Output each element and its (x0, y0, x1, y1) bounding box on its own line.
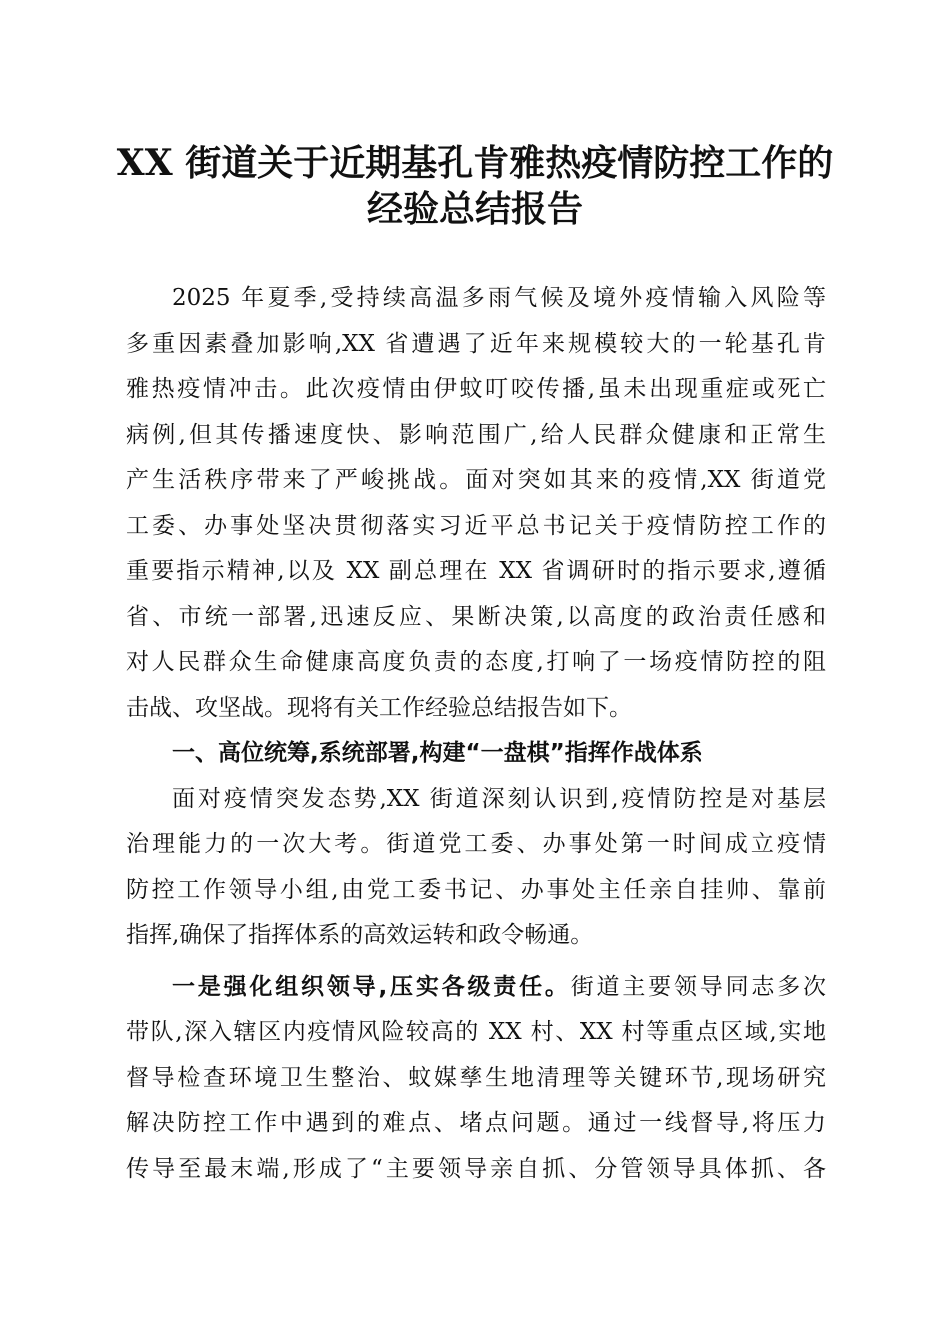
paragraph-line: 击战、攻坚战。现将有关工作经验总结报告如下。 (126, 694, 632, 721)
point-1-paragraph (126, 965, 826, 1193)
paragraph-line: 2025 年夏季,受持续高温多雨气候及境外疫情输入风险等 (172, 285, 826, 311)
paragraph-line: 解决防控工作中遇到的难点、堵点问题。通过一线督导,将压力 (126, 1110, 826, 1136)
intro-paragraph (126, 276, 826, 731)
point-1-lead: 一是强化组织领导,压实各级责任。 (172, 973, 571, 1000)
paragraph-line: 对人民群众生命健康高度负责的态度,打响了一场疫情防控的阻 (126, 649, 826, 675)
paragraph-line: 督导检查环境卫生整治、蚊媒孳生地清理等关键环节,现场研究 (126, 1064, 826, 1091)
paragraph-line: 面对疫情突发态势,XX 街道深刻认识到,疫情防控是对基层 (172, 785, 826, 812)
paragraph-line: 产生活秩序带来了严峻挑战。面对突如其来的疫情,XX 街道党 (126, 467, 826, 493)
paragraph-line: 病例,但其传播速度快、影响范围广,给人民群众健康和正常生 (126, 421, 826, 448)
paragraph-line: 治理能力的一次大考。街道党工委、办事处第一时间成立疫情 (126, 831, 826, 857)
paragraph-line: 工委、办事处坚决贯彻落实习近平总书记关于疫情防控工作的 (126, 512, 826, 539)
paragraph-line: 多重因素叠加影响,XX 省遭遇了近年来规模较大的一轮基孔肯 (126, 330, 826, 357)
point-1-first-line-rest: 街道主要领导同志多次 (570, 973, 826, 1000)
paragraph-line: 带队,深入辖区内疫情风险较高的 XX 村、XX 村等重点区域,实地 (126, 1019, 826, 1045)
section-1-paragraph (126, 777, 826, 959)
paragraph-line: 雅热疫情冲击。此次疫情由伊蚊叮咬传播,虽未出现重症或死亡 (126, 376, 826, 402)
document-title-line-1: XX 街道关于近期基孔肯雅热疫情防控工作的 (116, 142, 834, 184)
paragraph-line: 重要指示精神,以及 XX 副总理在 XX 省调研时的指示要求,遵循 (126, 558, 826, 584)
paragraph-line: 传导至最末端,形成了“主要领导亲自抓、分管领导具体抓、各 (126, 1155, 826, 1182)
paragraph-line: 省、市统一部署,迅速反应、果断决策,以高度的政治责任感和 (126, 603, 826, 630)
paragraph-line (126, 965, 826, 1011)
section-1-heading: 一、高位统筹,系统部署,构建“一盘棋”指挥作战体系 (172, 740, 703, 766)
document-body (126, 276, 826, 1192)
paragraph-line: 指挥,确保了指挥体系的高效运转和政令畅通。 (126, 922, 594, 948)
document-title-line-2: 经验总结报告 (366, 188, 583, 230)
paragraph-line: 防控工作领导小组,由党工委书记、办事处主任亲自挂帅、靠前 (126, 876, 826, 903)
